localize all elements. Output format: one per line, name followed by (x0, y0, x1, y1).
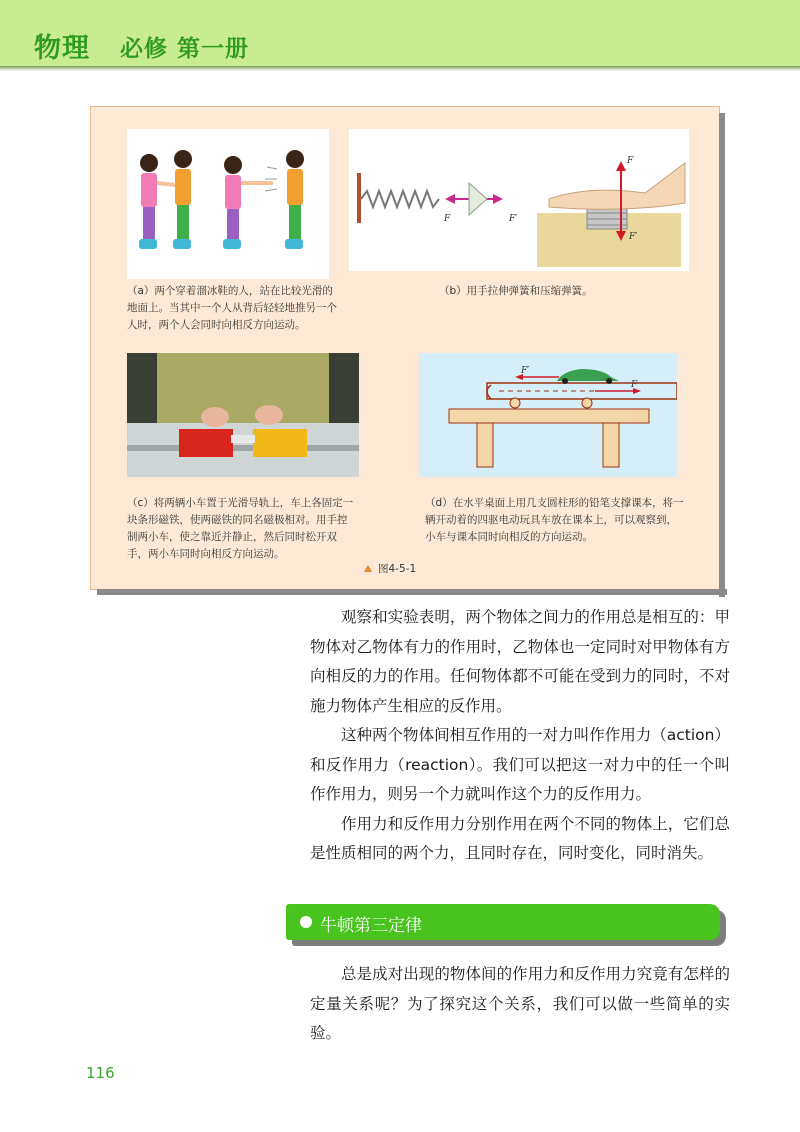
spring-illustration (349, 129, 689, 271)
force-label-f-right: F (627, 156, 634, 166)
body-text-block-2 (310, 960, 730, 1049)
paragraph-4: 总是成对出现的物体间的作用力和反作用力究竟有怎样的定量关系呢？为了探究这个关系，我们可以做一些简单的实验。 (310, 965, 730, 1042)
triangle-marker-icon (364, 565, 372, 572)
bullet-dot-icon (300, 916, 312, 928)
force-label-f-prime-right: F′ (629, 232, 638, 242)
force-label-f-left: F (444, 214, 451, 224)
header-divider (0, 66, 800, 71)
paragraph-3: 作用力和反作用力分别作用在两个不同的物体上，它们总是性质相同的两个力，且同时存在，同时变化，同时消失。 (310, 814, 730, 862)
toy-car-illustration (419, 353, 677, 477)
panel-shadow-bottom (97, 589, 727, 595)
figure-b-caption: （b）用手拉伸弹簧和压缩弹簧。 (439, 285, 593, 297)
skaters-illustration (127, 129, 329, 279)
panel-shadow-right (719, 113, 725, 597)
force-label-f-book: F (631, 380, 638, 390)
force-label-f-prime-book: F′ (521, 366, 530, 376)
figure-b-image (349, 129, 689, 271)
figure-d-caption: （d）在水平桌面上用几支圆柱形的铅笔支撑课本，将一辆开动着的四驱电动玩具车放在课本上，可以观察到，小车与课本同时向相反的方向运动。 (425, 497, 684, 543)
figure-a-image (127, 129, 329, 279)
figure-c-caption: （c）将两辆小车置于光滑导轨上，车上各固定一块条形磁铁，使两磁铁的同名磁极相对。用手控制两小车，使之靠近并静止，然后同时松开双手，两小车同时向相反方向运动。 (127, 497, 354, 560)
book-title: 物理 (34, 33, 90, 64)
section-title: 牛顿第三定律 (320, 916, 422, 936)
figure-label (364, 561, 416, 576)
figure-c-image (127, 353, 359, 477)
figure-a-caption: （a）两个穿着溜冰鞋的人，站在比较光滑的地面上。当其中一个人从背后轻轻地推另一个人时，两个人会同时向相反方向运动。 (127, 285, 337, 331)
figure-panel (90, 106, 720, 590)
figure-d-image (419, 353, 677, 477)
section-heading (286, 904, 720, 940)
book-subtitle: 必修 第一册 (120, 36, 250, 62)
force-label-f-prime-left: F′ (509, 214, 518, 224)
paragraph-1: 观察和实验表明，两个物体之间力的作用总是相互的：甲物体对乙物体有力的作用时，乙物体也一定同时对甲物体有方向相反的力的作用。任何物体都不可能在受到力的同时，不对施力物体产生相应的反作用。 (310, 608, 730, 715)
magnet-carts-photo (127, 353, 359, 477)
page-number: 116 (86, 1064, 115, 1082)
figure-number: 图4-5-1 (378, 563, 417, 575)
body-text-block (310, 603, 730, 869)
paragraph-2: 这种两个物体间相互作用的一对力叫作作用力（action）和反作用力（reaction）。我们可以把这一对力中的任一个叫作作用力，则另一个力就叫作这个力的反作用力。 (310, 726, 730, 803)
